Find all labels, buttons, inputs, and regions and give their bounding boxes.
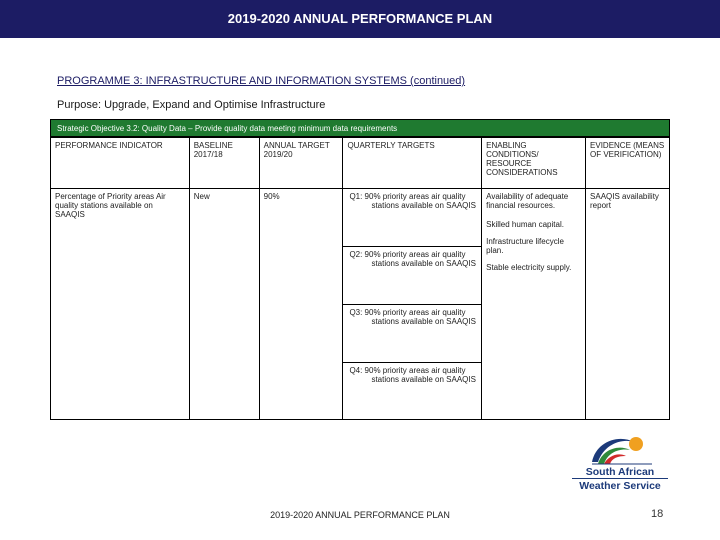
quarterly-target-q1 bbox=[343, 189, 482, 247]
purpose-text: Purpose: Upgrade, Expand and Optimise Infrastructure bbox=[57, 99, 326, 111]
programme-heading: PROGRAMME 3: INFRASTRUCTURE AND INFORMATION SYSTEMS (continued) bbox=[57, 75, 466, 87]
table-header-row bbox=[51, 138, 670, 189]
enabling-item: Availability of adequate financial resources. bbox=[486, 192, 569, 210]
header-enabling-conditions: ENABLING CONDITIONS/ RESOURCE CONSIDERATIONS bbox=[482, 138, 586, 189]
enabling-item: Stable electricity supply. bbox=[486, 263, 572, 272]
enabling-item: Infrastructure lifecycle plan. bbox=[486, 237, 564, 255]
header-baseline: BASELINE 2017/18 bbox=[189, 138, 259, 189]
enabling-item: Skilled human capital. bbox=[486, 220, 564, 229]
page-header-title: 2019-2020 ANNUAL PERFORMANCE PLAN bbox=[227, 11, 493, 26]
logo-text-line1: South African bbox=[585, 466, 655, 478]
quarterly-target-q2 bbox=[343, 247, 482, 305]
q4-text: Q4: 90% priority areas air quality stations available on SAAQIS bbox=[349, 366, 476, 384]
table-row bbox=[51, 189, 670, 247]
footer-text: 2019-2020 ANNUAL PERFORMANCE PLAN bbox=[270, 510, 450, 520]
quarterly-target-q3 bbox=[343, 305, 482, 363]
baseline-cell: New bbox=[189, 189, 259, 420]
page-number: 18 bbox=[651, 508, 664, 520]
header-indicator: PERFORMANCE INDICATOR bbox=[51, 138, 190, 189]
strategic-objective-bar: Strategic Objective 3.2: Quality Data – Provide quality data meeting minimum data requirements bbox=[50, 119, 670, 137]
q2-text: Q2: 90% priority areas air quality stations available on SAAQIS bbox=[349, 250, 476, 268]
header-quarterly-targets: QUARTERLY TARGETS bbox=[343, 138, 482, 189]
indicator-cell: Percentage of Priority areas Air quality stations available on SAAQIS bbox=[51, 189, 190, 420]
annual-target-cell: 90% bbox=[259, 189, 343, 420]
page-header-bar bbox=[0, 0, 720, 38]
evidence-cell: SAAQIS availability report bbox=[586, 189, 670, 420]
enabling-conditions-cell bbox=[482, 189, 586, 420]
performance-table bbox=[50, 137, 670, 420]
header-evidence: EVIDENCE (MEANS OF VERIFICATION) bbox=[586, 138, 670, 189]
q1-text: Q1: 90% priority areas air quality stations available on SAAQIS bbox=[349, 192, 476, 210]
quarterly-target-q4 bbox=[343, 363, 482, 420]
logo-text-line2: Weather Service bbox=[572, 478, 668, 492]
header-annual-target: ANNUAL TARGET 2019/20 bbox=[259, 138, 343, 189]
q3-text: Q3: 90% priority areas air quality stations available on SAAQIS bbox=[349, 308, 476, 326]
